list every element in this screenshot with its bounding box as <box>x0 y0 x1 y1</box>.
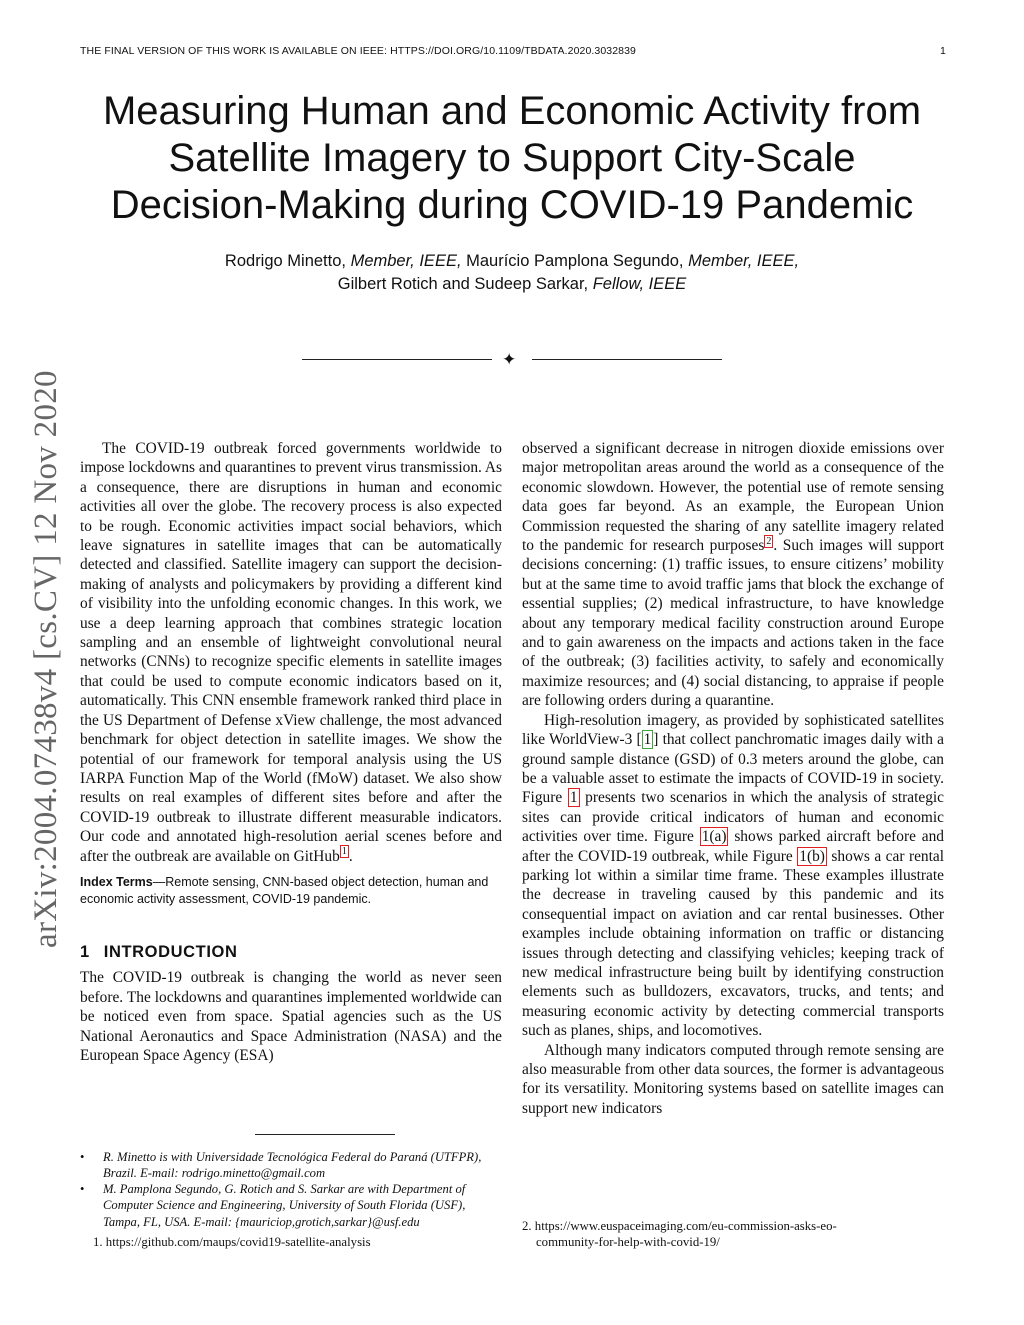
author-names-c: Gilbert Rotich and Sudeep Sarkar, <box>337 275 593 293</box>
paper-title <box>60 88 964 229</box>
para2-text-b: ] that collect panchromatic images daily with a ground sample distance (GSD) of 0.3 meters around the globe, can be a valuable asset to estimate the impacts of COVID-19 in society. Figure <box>522 731 944 807</box>
intro-paragraph-1-cont <box>522 439 944 711</box>
footnote-rule <box>255 1134 395 1135</box>
author-list <box>60 250 964 296</box>
footnote-2-line-1: 2. https://www.euspaceimaging.com/eu-commission-asks-eo- <box>522 1219 837 1233</box>
figure-link-1[interactable]: 1 <box>569 789 578 807</box>
separator-rule-left <box>302 359 492 360</box>
author-role-c: Fellow, IEEE <box>592 275 687 293</box>
bullet-icon: • <box>80 1182 85 1196</box>
section-separator <box>300 350 724 370</box>
figure-link-1a[interactable]: 1(a) <box>701 828 727 846</box>
title-line-3: Decision-Making during COVID-19 Pandemic <box>110 183 914 227</box>
intro-paragraph-1: The COVID-19 outbreak is changing the world as never seen before. The lockdowns and quarantines implemented worldwide can be noticed even from space. Spatial agencies such as the US National Aeronautics and Space Administration (NASA) and the European Space Agency (ESA) <box>80 969 502 1064</box>
author-names-a: Rodrigo Minetto, <box>224 252 351 270</box>
intro-paragraph-3: Although many indicators computed through remote sensing are also measurable from other data sources, the former is advantageous for its versatility. Monitoring systems based on satellite images can support new indicators <box>522 1041 944 1117</box>
para2-text-e: shows a car rental parking lot within a similar time frame. These examples illustrate the decrease in traveling caused by this pandemic and its consequential impact on aviation and car rental businesses. Other examples include obtaining information on traffic or distancing issues through detecting and classifying vehicles; keeping track of new medical infrastructure being built by identifying construction elements such as bulldozers, excavators, trucks, and tents; and measuring economic activity by detecting commercial transports such as planes, ships, and locomotives. <box>522 847 944 1040</box>
citation-link-1[interactable]: 1 <box>643 731 652 749</box>
affiliation-2 <box>80 1181 504 1230</box>
para-text-a: observed a significant decrease in nitrogen dioxide emissions over major metropolitan areas around the world as a consequence of the economic slowdown. However, the potential use of remote sensing data goes far beyond. As an example, the European Union Commission requested the sharing of any satellite imagery related to the pandemic for research purposes <box>522 440 944 555</box>
footnote-2 <box>522 1219 942 1251</box>
index-terms-text: —Remote sensing, CNN-based object detection, human and economic activity assessment, COVID-19 pandemic. <box>80 874 489 906</box>
footnote-link-1[interactable]: 1 <box>341 846 347 858</box>
abstract-end: . <box>348 847 353 865</box>
intro-paragraph-2 <box>522 711 944 1041</box>
author-role-a: Member, IEEE, <box>350 252 462 270</box>
para2-text-d: shows parked aircraft before and after the COVID-19 outbreak, while Figure <box>522 828 945 865</box>
separator-rule-right <box>532 359 722 360</box>
section-number: 1 <box>80 942 90 961</box>
affiliation-2-text: M. Pamplona Segundo, G. Rotich and S. Sarkar are with Department of Computer Science and Engineering, University of South Florida (USF), Tampa, FL, USA. E-mail: {mauriciop,grotich,sarkar}@usf.edu <box>103 1182 466 1229</box>
left-column <box>80 439 502 1065</box>
author-line-1 <box>60 250 964 273</box>
author-line-2 <box>60 273 964 296</box>
para2-text-c: presents two scenarios in which the analysis of strategic sites can provide critical indicators of human and economic activities over time. Figure <box>522 789 944 846</box>
title-line-2: Satellite Imagery to Support City-Scale <box>168 136 856 180</box>
section-title: INTRODUCTION <box>103 942 238 961</box>
separator-diamond-icon: ✦ <box>502 350 517 369</box>
figure-link-1b[interactable]: 1(b) <box>799 847 825 865</box>
author-names-b: Maurício Pamplona Segundo, <box>461 252 689 270</box>
footnote-2-line-2: community-for-help-with-covid-19/ <box>536 1234 720 1249</box>
affiliation-1 <box>80 1149 504 1182</box>
title-line-1: Measuring Human and Economic Activity from <box>102 89 922 133</box>
affiliation-1-text: R. Minetto is with Universidade Tecnológica Federal do Paraná (UTFPR), Brazil. E-mail: rodrigo.minetto@gmail.com <box>103 1150 482 1181</box>
abstract-text: The COVID-19 outbreak forced governments worldwide to impose lockdowns and quarantines to prevent virus transmission. As a consequence, there are disruptions in human and economic activities all over the globe. The recovery process is also expected to be rough. Economic activities impact social behaviors, which leave signatures in satellite images that can be automatically detected and classified. Satellite imagery can support the decision-making of analysts and policymakers by providing a different kind of visibility into the unfolding economic changes. In this work, we use a deep learning approach that combines strategic location sampling and an ensemble of lightweight convolutional neural networks (CNNs) to recognize specific elements in satellite images that could be used to compute economic indicators based on it, automatically. This CNN ensemble framework ranked third place in the US Department of Defense xView challenge, the most advanced benchmark for object detection in satellite images. We show the potential of our framework for temporal analysis using the US IARPA Function Map of the World (fMoW) dataset. We also show results on real examples of different sites before and after the COVID-19 outbreak to illustrate different measurable indicators. Our code and annotated high-resolution aerial scenes before and after the outbreak are available on GitHub <box>80 440 502 865</box>
index-terms <box>80 874 502 908</box>
abstract <box>80 439 502 866</box>
page-number: 1 <box>940 45 946 57</box>
arxiv-stamp: arXiv:2004.07438v4 [cs.CV] 12 Nov 2020 <box>28 370 64 948</box>
author-role-b: Member, IEEE, <box>688 252 800 270</box>
bullet-icon: • <box>80 1150 85 1164</box>
index-terms-label: Index Terms <box>80 874 153 889</box>
footnote-1: 1. https://github.com/maups/covid19-satellite-analysis <box>93 1235 371 1249</box>
footnote-link-2[interactable]: 2 <box>766 535 772 547</box>
right-column <box>522 439 944 1118</box>
section-heading <box>80 943 502 962</box>
running-head <box>80 45 946 57</box>
running-head-text: THE FINAL VERSION OF THIS WORK IS AVAILABLE ON IEEE: HTTPS://DOI.ORG/10.1109/TBDATA.2020.3032839 <box>80 45 636 57</box>
para-text-b: . Such images will support decisions concerning: (1) traffic issues, to ensure citizens’ mobility but at the same time to avoid traffic jams that block the exchange of essential supplies; (2) medical infrastructure, to have knowledge about any temporary medical facility construction around Europe and to gain awareness on the impacts and actions taken in the face of the outbreak; (3) facilities activity, to safely and economically maximize resources; and (4) social distancing, to appraise if people are following orders during a quarantine. <box>522 537 944 710</box>
para2-text-a: High-resolution imagery, as provided by sophisticated satellites like WorldView-3 [ <box>522 711 944 749</box>
